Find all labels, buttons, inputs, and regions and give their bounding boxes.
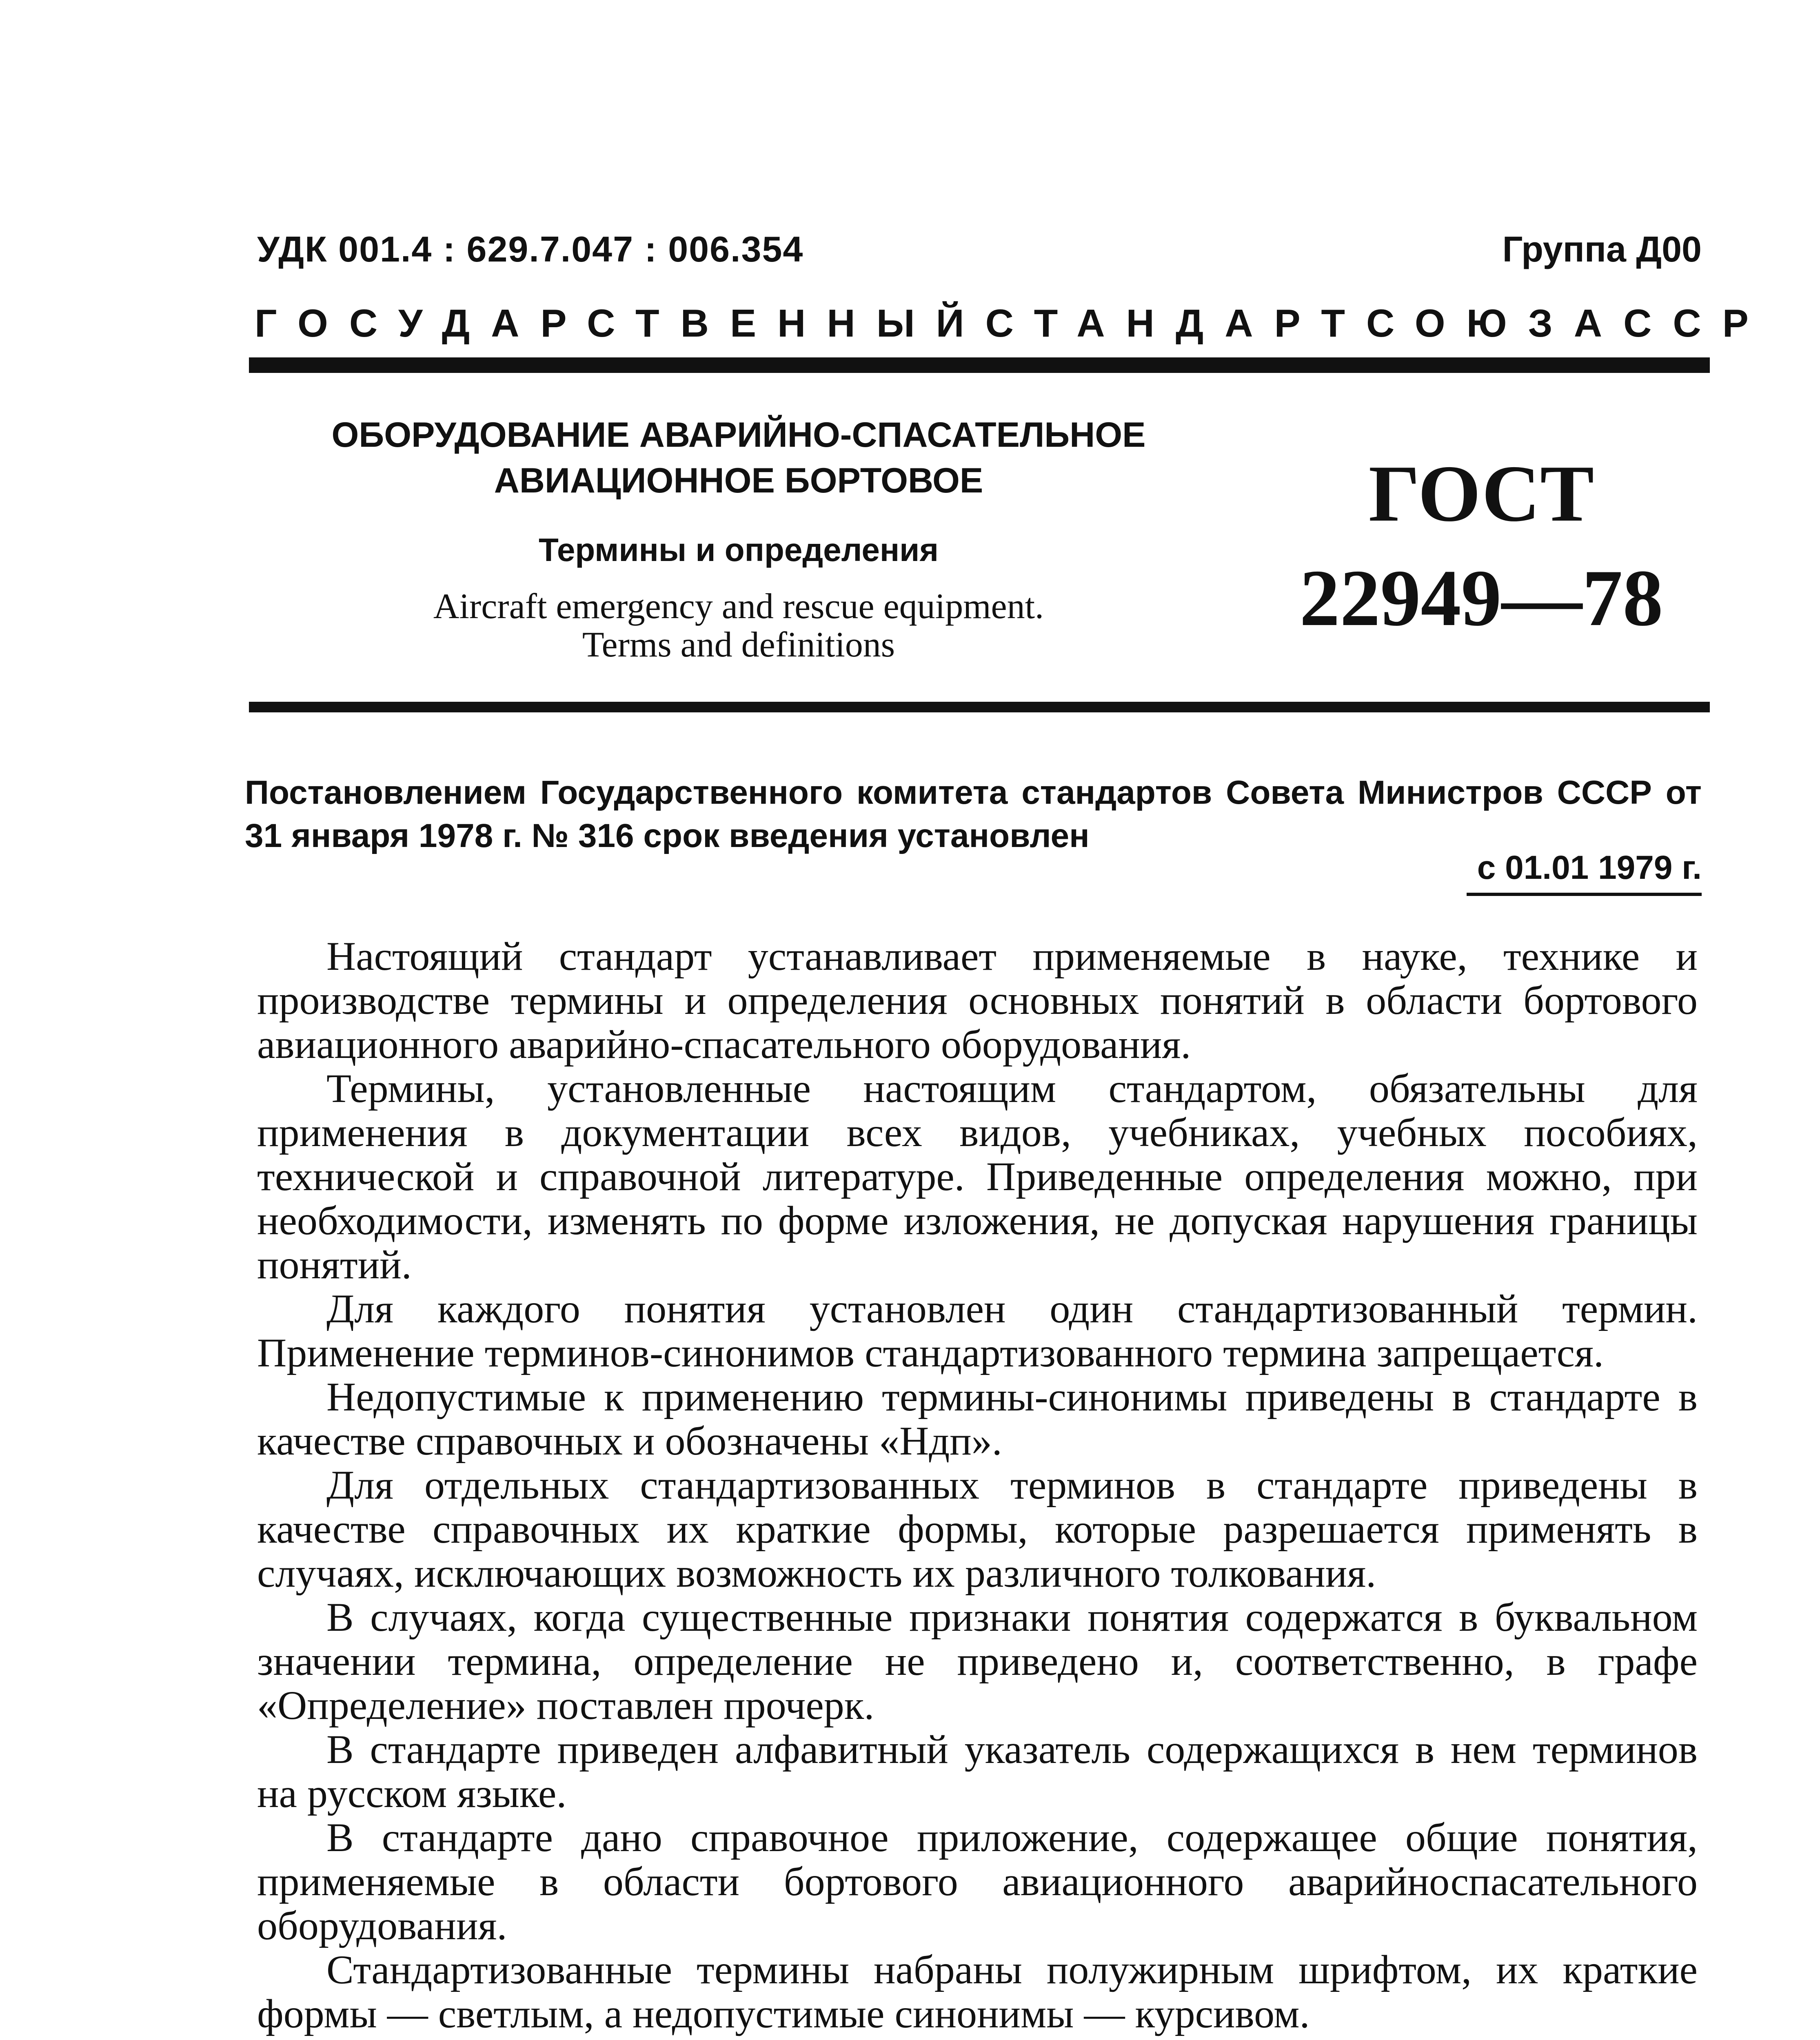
state-standard-word: СОЮЗА	[1366, 302, 1624, 345]
resolution-text: Постановлением Государственного комитета стандартов Совета Министров СССР от 31 января 1978 г. № 316 срок введения установлен	[245, 774, 1702, 854]
state-standard-word: ГОСУДАРСТВЕННЫЙ	[255, 302, 985, 345]
paragraph: В случаях, когда существенные признаки понятия содержатся в буквальном значении термина, определение не приведено и, соответственно, в графе «Определение» поставлен прочерк.	[257, 1594, 1698, 1728]
paragraph: Стандартизованные термины набраны полужирным шрифтом, их краткие формы — светлым, а недопустимые синонимы — курсивом.	[257, 1947, 1698, 2036]
paragraph: Для каждого понятия установлен один стандартизованный термин. Применение терминов-синонимов стандартизованного термина запрещается.	[257, 1286, 1698, 1375]
english-title	[286, 588, 1192, 664]
introduction-date: с 01.01 1979 г.	[1467, 849, 1702, 896]
state-standard-heading	[255, 301, 1770, 346]
paragraph: Для отдельных стандартизованных терминов в стандарте приведены в качестве справочных их краткие формы, которые разрешается применять в случаях, исключающих возможность их различного толкования.	[257, 1462, 1698, 1596]
paragraph: Недопустимые к применению термины-синонимы приведены в стандарте в качестве справочных и обозначены «Ндп».	[257, 1374, 1698, 1463]
paragraph: В стандарте приведен алфавитный указатель содержащихся в нем терминов на русском языке.	[257, 1727, 1698, 1816]
udc-code: УДК 001.4 : 629.7.047 : 006.354	[257, 229, 804, 269]
state-standard-word: ССР	[1623, 302, 1770, 345]
title-divider	[249, 702, 1710, 712]
english-title-line: Terms and definitions	[582, 625, 895, 665]
paragraph: В стандарте дано справочное приложение, содержащее общие понятия, применяемые в области бортового авиационного аварийноспасательного оборудования.	[257, 1815, 1698, 1948]
gost-label: ГОСТ	[1368, 449, 1594, 538]
document-subtitle: Термины и определения	[538, 532, 939, 568]
header-divider	[249, 357, 1710, 373]
document-title-continued: АВИАЦИОННОЕ БОРТОВОЕ	[494, 461, 983, 500]
state-standard-word: СТАНДАРТ	[985, 302, 1366, 345]
gost-designation	[1265, 449, 1698, 643]
body-text	[257, 934, 1698, 2036]
group-code: Группа Д00	[1502, 229, 1702, 269]
english-title-line: Aircraft emergency and rescue equipment.	[433, 587, 1044, 626]
title-block	[286, 412, 1192, 664]
document-title: ОБОРУДОВАНИЕ АВАРИЙНО-СПАСАТЕЛЬНОЕ	[331, 415, 1146, 455]
paragraph: Термины, установленные настоящим стандартом, обязательны для применения в документации всех видов, учебниках, учебных пособиях, технической и справочной литературе. Приведенные определения можно, при необходимости, изменять по форме изложения, не допуская нарушения границы понятий.	[257, 1066, 1698, 1287]
paragraph: Настоящий стандарт устанавливает применяемые в науке, технике и производстве термины и определения основных понятий в области бортового авиационного аварийно-спасательного оборудования.	[257, 934, 1698, 1067]
gost-number: 22949—78	[1299, 553, 1663, 643]
